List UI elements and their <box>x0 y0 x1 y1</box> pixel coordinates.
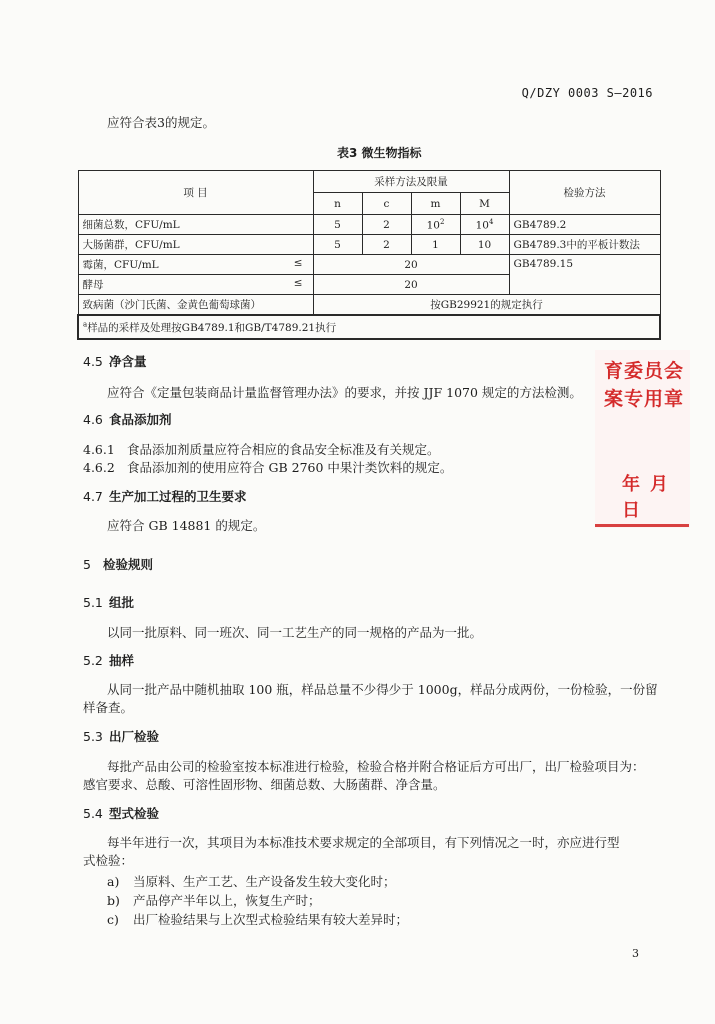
cell-limit: 20 <box>313 275 509 295</box>
cell-method: GB4789.2 <box>509 215 660 235</box>
intro-line: 应符合表3的规定。 <box>107 115 215 130</box>
section-4-6-heading: 4.6 食品添加剂 <box>83 412 172 427</box>
section-5-3-line-1: 每批产品由公司的检验室按本标准进行检验，检验合格并附合格证后方可出厂，出厂检验项目为： <box>107 759 645 774</box>
section-4-6-2: 4.6.2 食品添加剂的使用应符合 GB 2760 中果汁类饮料的规定。 <box>83 460 453 475</box>
row-item: 酵母 ≤ <box>78 275 313 295</box>
section-5-heading: 5 检验规则 <box>83 557 154 572</box>
page-number: 3 <box>632 947 639 960</box>
row-item: 致病菌（沙门氏菌、金黄色葡萄球菌） <box>78 295 313 316</box>
subheader-m: m <box>411 193 460 215</box>
section-4-5-heading: 4.5 净含量 <box>83 354 147 369</box>
table-row <box>78 255 660 275</box>
stamp-line-2: 案专用章 <box>604 388 685 410</box>
table-caption: 表3 微生物指标 <box>337 146 422 160</box>
stamp-underline <box>595 524 689 527</box>
row-item: 大肠菌群，CFU/mL <box>78 235 313 255</box>
stamp-date: 年月日 <box>622 474 678 521</box>
header-method: 检验方法 <box>509 171 660 215</box>
subheader-M: M <box>460 193 509 215</box>
cell-n: 5 <box>313 235 362 255</box>
cell-c: 2 <box>362 215 411 235</box>
table-footnote: $^a$样品的采样及处理按GB4789.1和GB/T4789.21执行 <box>78 315 660 339</box>
row-item: 细菌总数，CFU/mL <box>78 215 313 235</box>
section-4-6-1: 4.6.1 食品添加剂质量应符合相应的食品安全标准及有关规定。 <box>83 442 440 457</box>
cell-rule: 按GB29921的规定执行 <box>313 295 660 316</box>
table-row <box>78 215 660 235</box>
list-item: c) 出厂检验结果与上次型式检验结果有较大差异时； <box>107 912 409 927</box>
section-5-1-text: 以同一批原料、同一班次、同一工艺生产的同一规格的产品为一批。 <box>107 625 483 640</box>
section-5-3-line-2: 感官要求、总酸、可溶性固形物、细菌总数、大肠菌群、净含量。 <box>83 777 446 792</box>
microbial-limits-table <box>77 170 661 340</box>
section-5-2-line-1: 从同一批产品中随机抽取 100 瓶，样品总量不少得少于 1000g，样品分成两份，一份检验，一份留 <box>107 682 658 697</box>
table-row <box>78 295 660 316</box>
document-code: Q/DZY 0003 S—2016 <box>521 86 653 100</box>
approval-stamp <box>595 350 695 530</box>
cell-m: $10^2$ <box>411 215 460 235</box>
section-5-1-heading: 5.1 组批 <box>83 595 135 610</box>
table-row <box>78 235 660 255</box>
list-item: a) 当原料、生产工艺、生产设备发生较大变化时； <box>107 874 396 889</box>
section-4-7-text: 应符合 GB 14881 的规定。 <box>107 518 266 533</box>
cell-limit: 20 <box>313 255 509 275</box>
cell-m: 1 <box>411 235 460 255</box>
row-item: 霉菌，CFU/mL ≤ <box>78 255 313 275</box>
subheader-c: c <box>362 193 411 215</box>
cell-n: 5 <box>313 215 362 235</box>
section-5-4-heading: 5.4 型式检验 <box>83 806 160 821</box>
section-5-4-line-2: 式检验： <box>83 853 134 868</box>
cell-M: $10^4$ <box>460 215 509 235</box>
header-item: 项 目 <box>78 171 313 215</box>
section-5-4-line-1: 每半年进行一次，其项目为本标准技术要求规定的全部项目，有下列情况之一时，亦应进行型 <box>107 835 620 850</box>
section-5-2-heading: 5.2 抽样 <box>83 653 135 668</box>
stamp-line-1: 育委员会 <box>604 360 685 382</box>
section-4-7-heading: 4.7 生产加工过程的卫生要求 <box>83 489 247 504</box>
section-5-3-heading: 5.3 出厂检验 <box>83 729 160 744</box>
header-sampling: 采样方法及限量 <box>313 171 509 193</box>
section-5-2-line-2: 样备查。 <box>83 700 134 715</box>
cell-method: GB4789.15 <box>509 255 660 295</box>
list-item: b) 产品停产半年以上，恢复生产时； <box>107 893 321 908</box>
cell-M: 10 <box>460 235 509 255</box>
cell-c: 2 <box>362 235 411 255</box>
subheader-n: n <box>313 193 362 215</box>
table-footnote-row <box>78 315 660 339</box>
cell-method: GB4789.3中的平板计数法 <box>509 235 660 255</box>
section-4-5-text: 应符合《定量包装商品计量监督管理办法》的要求，并按 JJF 1070 规定的方法检测。 <box>107 385 582 400</box>
